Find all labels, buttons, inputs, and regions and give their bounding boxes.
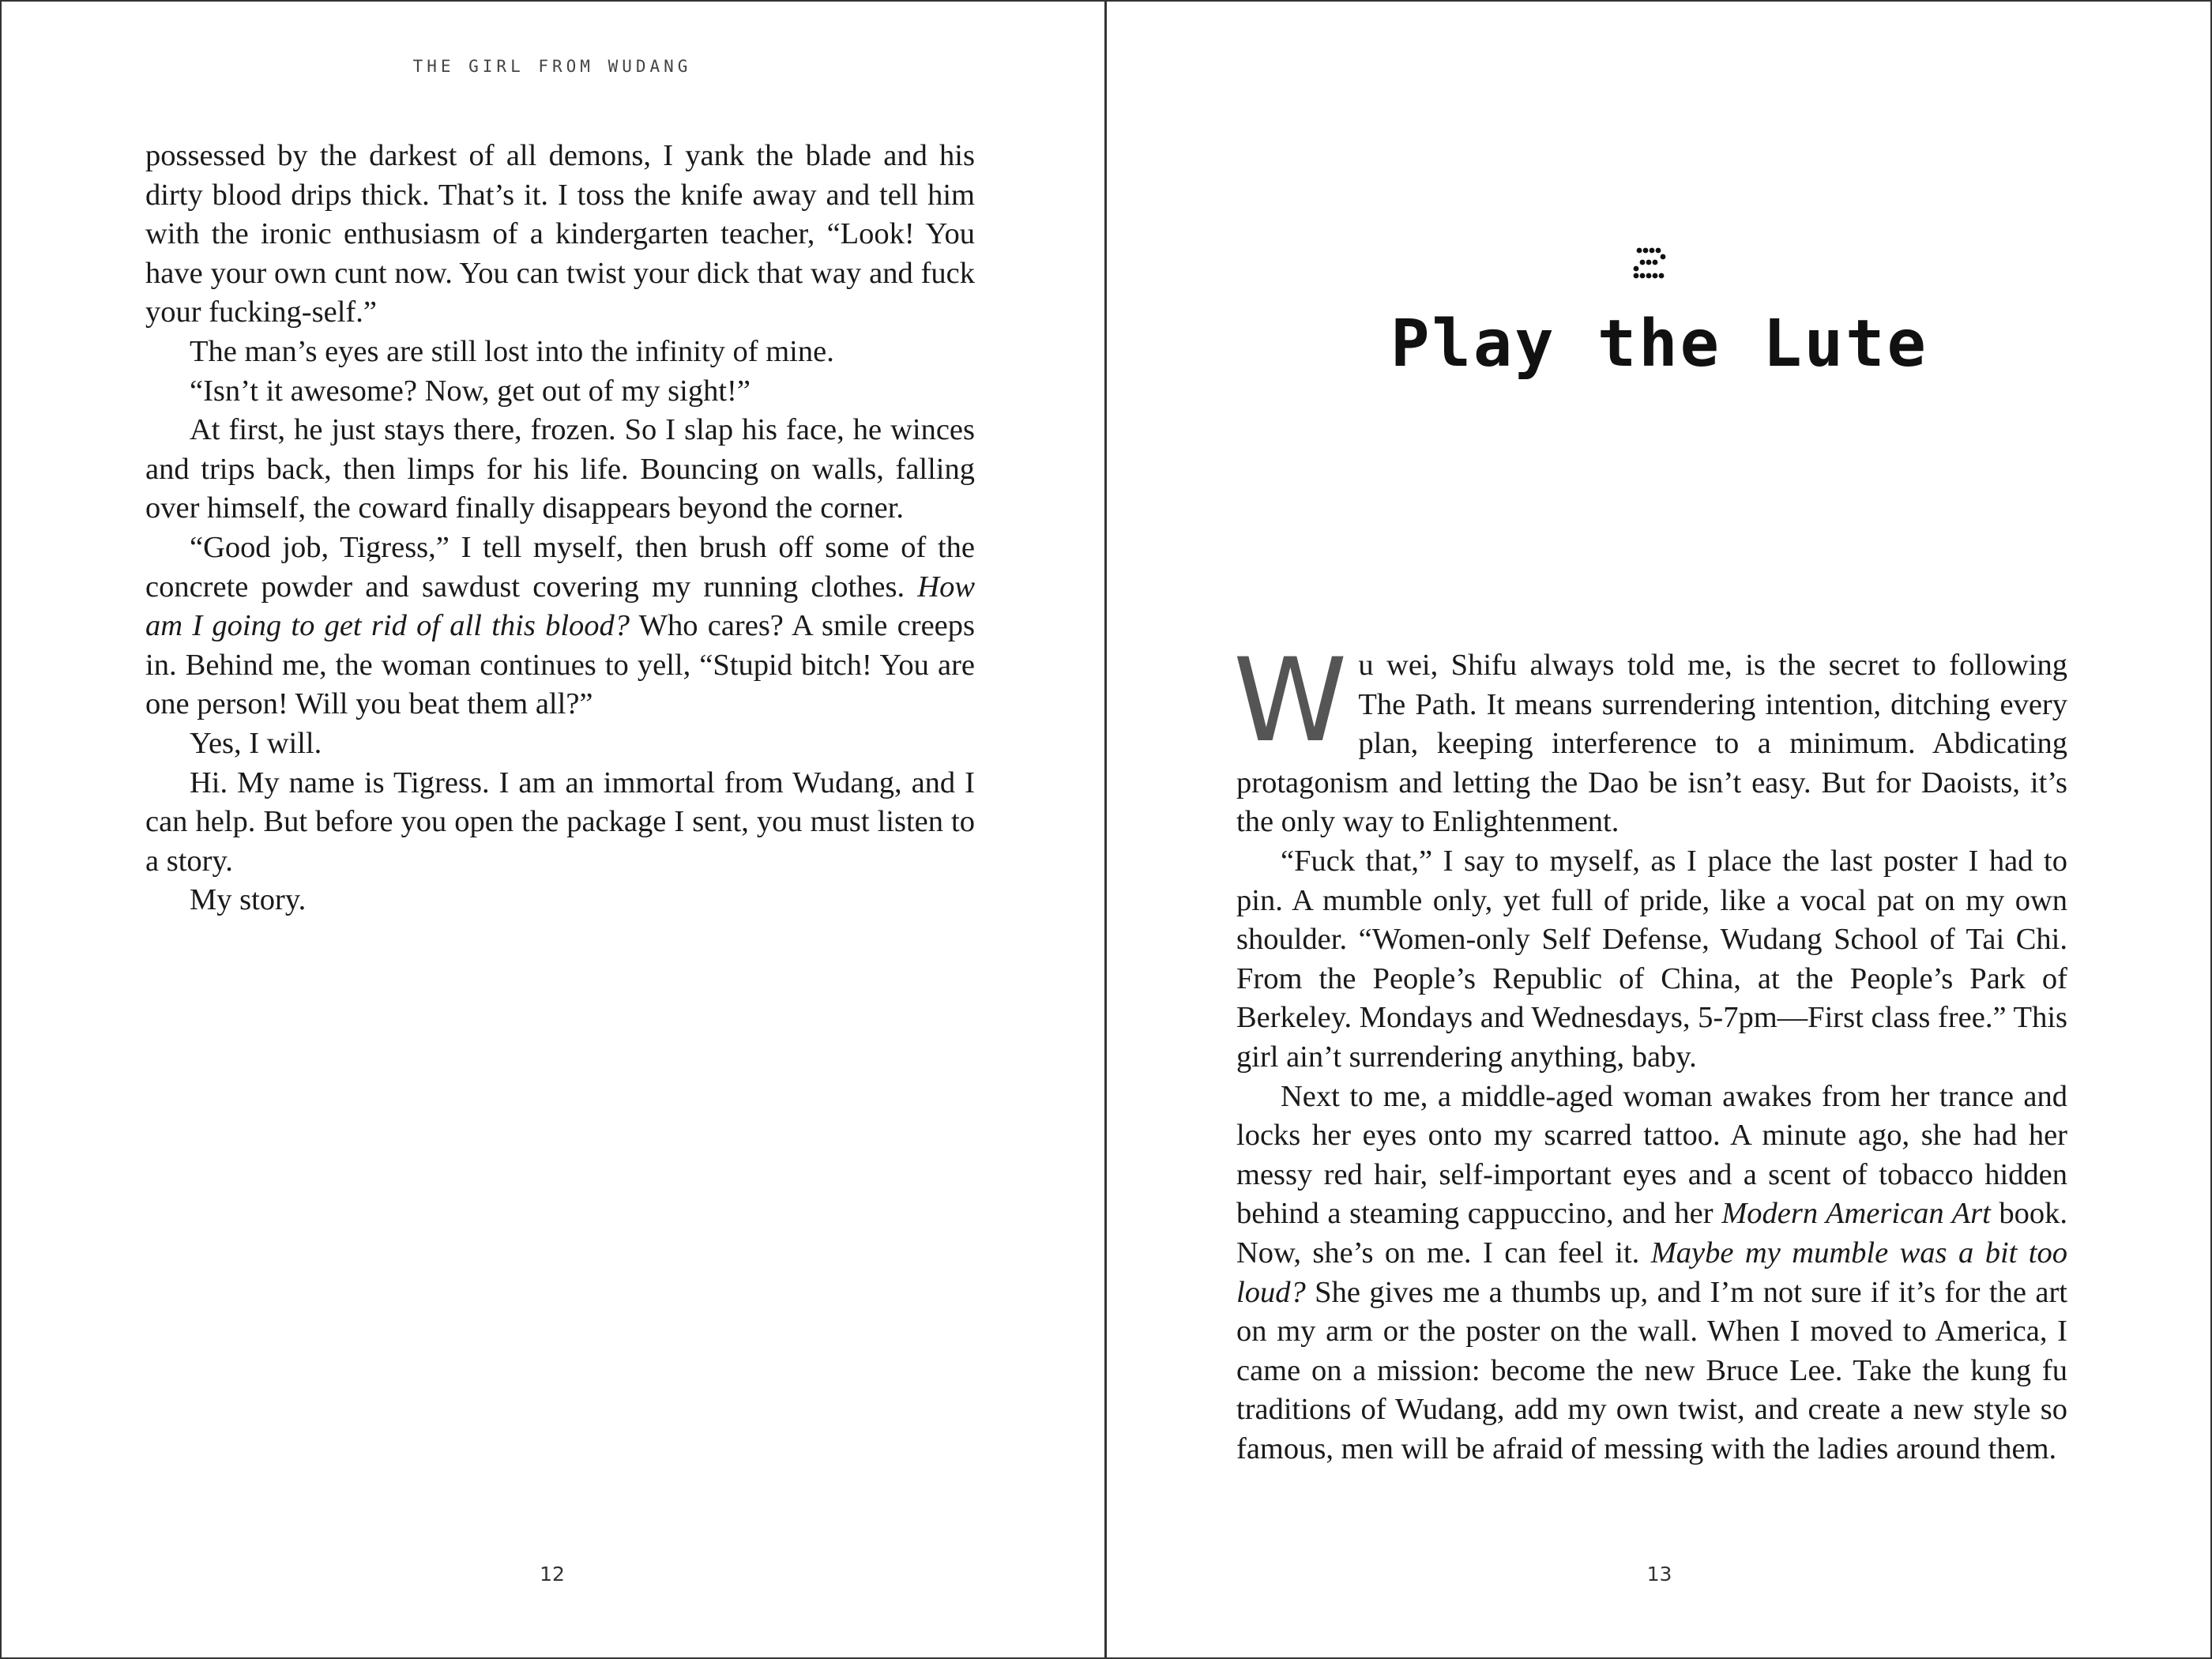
page-number: 12: [540, 1563, 565, 1586]
paragraph: My story.: [190, 883, 307, 917]
text-run: Next to me, a middle-aged woman awakes from her trance and locks her eyes onto my scarred tattoo. A minute ago, she had her messy red hair, self-important eyes and a scent of tobacco hidden behind a steaming cappuccino, and her: [1236, 1079, 2067, 1231]
paragraph: “Isn’t it awesome? Now, get out of my sight!”: [190, 374, 750, 408]
paragraph: [1236, 1078, 2067, 1469]
text-run: “Good job, Tigress,” I tell myself, then brush off some of the concrete powder and sawdust covering my running clothes.: [145, 530, 975, 604]
text-run: Who cares? A smile creeps in. Behind me, the woman continues to yell, “Stupid bitch! You are one person! Will you beat them all?”: [145, 609, 975, 721]
page-number: 13: [1646, 1563, 1672, 1586]
right-page: [1107, 0, 2212, 1659]
text-run: book. Now, she’s on me. I can feel it.: [1236, 1197, 2068, 1270]
chapter-title: Play the Lute: [1390, 307, 1928, 382]
paragraph: The man’s eyes are still lost into the infinity of mine.: [190, 334, 834, 368]
italic-thought: Maybe my mumble was a bit too loud?: [1236, 1236, 2067, 1309]
paragraph: possessed by the darkest of all demons, I yank the blade and his dirty blood drips thick. That’s it. I toss the knife away and tell him with the ironic enthusiasm of a kindergarten teacher, “Look! You have your own cunt now. You can twist your dick that way and fuck your fucking-self.”: [145, 139, 975, 329]
chapter-number-icon: [1631, 246, 1666, 280]
text-run: She gives me a thumbs up, and I’m not sure if it’s for the art on my arm or the poster on the wall. When I moved to America, I came on a mission: become the new Bruce Lee. Take the kung fu traditions of Wudang, add my own twist, and create a new style so famous, men will be afraid of messing with the ladies around them.: [1236, 1275, 2067, 1465]
paragraph: “Fuck that,” I say to myself, as I place the last poster I had to pin. A mumble only, yet full of pride, like a vocal pat on my own shoulder. “Women-only Self Defense, Wudang School of Tai Chi. From the People’s Republic of China, at the People’s Park of Berkeley. Mondays and Wednesdays, 5-7pm—First class free.” This girl ain’t surrendering anything, baby.: [1236, 844, 2067, 1074]
text-run: u wei, Shifu always told me, is the secret to following The Path. It means surrendering intention, ditching every plan, keeping interference to a minimum. Abdicating protagonism and letting the Dao be isn’t easy. But for Daoists, it’s the only way to Enlightenment.: [1236, 649, 2067, 839]
paragraph: Yes, I will.: [190, 726, 322, 760]
paragraph: [145, 529, 975, 724]
drop-cap: W: [1233, 634, 1348, 768]
paragraph: Hi. My name is Tigress. I am an immortal from Wudang, and I can help. But before you open the package I sent, you must listen to a story.: [145, 766, 975, 878]
running-head: THE GIRL FROM WUDANG: [412, 57, 692, 76]
left-page: [0, 0, 1104, 1659]
paragraph: At first, he just stays there, frozen. So I slap his face, he winces and trips back, then limps for his life. Bouncing on walls, falling over himself, the coward finally disappears beyond the corner.: [145, 413, 975, 525]
italic-thought: How am I going to get rid of all this blood?: [145, 570, 975, 643]
left-body-text: [145, 137, 975, 920]
paragraph: [1233, 634, 2067, 842]
right-body-text: [1233, 634, 2068, 1469]
italic-book-title: Modern American Art: [1721, 1197, 1991, 1231]
